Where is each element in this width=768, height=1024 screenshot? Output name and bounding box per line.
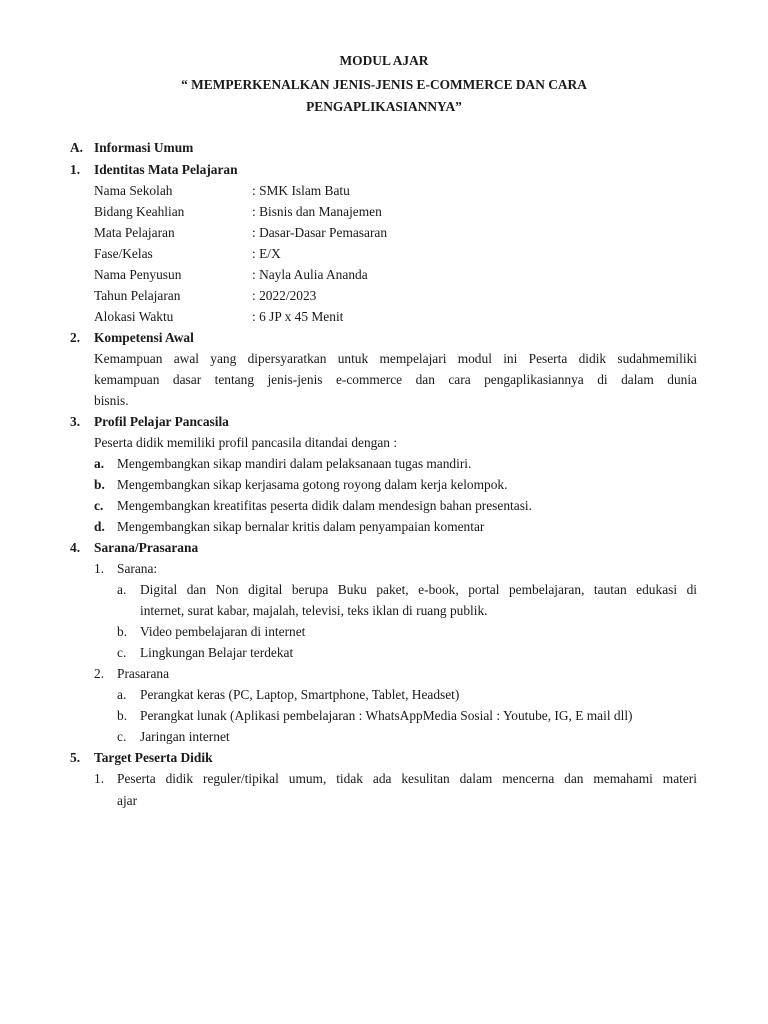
section-2-heading: Kompetensi Awal bbox=[94, 330, 194, 345]
section-a-marker: A. bbox=[70, 140, 84, 155]
paragraph-line: bisnis. bbox=[94, 393, 129, 408]
section-3-marker: 3. bbox=[70, 414, 81, 429]
identity-label: Nama Penyusun bbox=[94, 267, 182, 282]
list-marker: a. bbox=[117, 687, 127, 702]
sub-marker: 1. bbox=[94, 561, 105, 576]
list-item: Mengembangkan sikap mandiri dalam pelaksanaan tugas mandiri. bbox=[117, 456, 472, 471]
identity-value: : Nayla Aulia Ananda bbox=[252, 267, 368, 282]
paragraph-line: kemampuan dasar tentang jenis-jenis e-commerce dan cara pengaplikasiannya di dalam dunia bbox=[94, 372, 697, 387]
section-3-heading: Profil Pelajar Pancasila bbox=[94, 414, 229, 429]
identity-value: : E/X bbox=[252, 246, 281, 261]
list-item: Jaringan internet bbox=[140, 729, 230, 744]
identity-value: : 2022/2023 bbox=[252, 288, 317, 303]
paragraph-line: Kemampuan awal yang dipersyaratkan untuk mempelajari modul ini Peserta didik sudahmemiliki bbox=[94, 351, 697, 366]
list-item: Mengembangkan sikap bernalar kritis dalam penyampaian komentar bbox=[117, 519, 485, 534]
list-item: Perangkat keras (PC, Laptop, Smartphone, Tablet, Headset) bbox=[140, 687, 460, 702]
document-subtitle-line-2: PENGAPLIKASIANNYA” bbox=[306, 99, 462, 114]
list-item: Peserta didik reguler/tipikal umum, tidak ada kesulitan dalam mencerna dan memahami materi bbox=[117, 771, 697, 786]
list-marker: d. bbox=[94, 519, 105, 534]
identity-value: : Dasar-Dasar Pemasaran bbox=[252, 225, 388, 240]
identity-value: : 6 JP x 45 Menit bbox=[252, 309, 344, 324]
section-3-intro: Peserta didik memiliki profil pancasila ditandai dengan : bbox=[94, 435, 398, 450]
section-1-heading: Identitas Mata Pelajaran bbox=[94, 162, 238, 177]
list-item-continuation: ajar bbox=[117, 793, 138, 808]
list-item: Digital dan Non digital berupa Buku paket, e-book, portal pembelajaran, tautan edukasi di bbox=[140, 582, 697, 597]
list-item: Lingkungan Belajar terdekat bbox=[140, 645, 294, 660]
list-marker: a. bbox=[117, 582, 127, 597]
identity-label: Tahun Pelajaran bbox=[94, 288, 181, 303]
list-marker: b. bbox=[94, 477, 105, 492]
list-marker: c. bbox=[117, 729, 127, 744]
section-4-heading: Sarana/Prasarana bbox=[94, 540, 199, 555]
list-marker: b. bbox=[117, 624, 128, 639]
section-4-marker: 4. bbox=[70, 540, 81, 555]
identity-label: Bidang Keahlian bbox=[94, 204, 185, 219]
section-5-marker: 5. bbox=[70, 750, 81, 765]
prasarana-label: Prasarana bbox=[117, 666, 170, 681]
section-5-heading: Target Peserta Didik bbox=[94, 750, 213, 765]
list-marker: a. bbox=[94, 456, 105, 471]
section-a-heading: Informasi Umum bbox=[94, 140, 194, 155]
list-marker: c. bbox=[117, 645, 127, 660]
list-marker: 1. bbox=[94, 771, 105, 786]
sarana-label: Sarana: bbox=[117, 561, 158, 576]
list-marker: c. bbox=[94, 498, 104, 513]
list-item: Perangkat lunak (Aplikasi pembelajaran : WhatsAppMedia Sosial : Youtube, IG, E mail dll) bbox=[140, 708, 633, 723]
document-title: MODUL AJAR bbox=[339, 53, 429, 68]
identity-label: Alokasi Waktu bbox=[94, 309, 174, 324]
list-item: Mengembangkan sikap kerjasama gotong royong dalam kerja kelompok. bbox=[117, 477, 508, 492]
document-subtitle-line-1: “ MEMPERKENALKAN JENIS-JENIS E-COMMERCE DAN CARA bbox=[181, 77, 587, 92]
list-item-continuation: internet, surat kabar, majalah, televisi, teks iklan di ruang publik. bbox=[140, 603, 488, 618]
list-item: Video pembelajaran di internet bbox=[140, 624, 306, 639]
identity-label: Mata Pelajaran bbox=[94, 225, 175, 240]
identity-value: : SMK Islam Batu bbox=[252, 183, 350, 198]
sub-marker: 2. bbox=[94, 666, 105, 681]
identity-label: Fase/Kelas bbox=[94, 246, 153, 261]
section-2-marker: 2. bbox=[70, 330, 81, 345]
section-1-marker: 1. bbox=[70, 162, 81, 177]
identity-label: Nama Sekolah bbox=[94, 183, 173, 198]
identity-value: : Bisnis dan Manajemen bbox=[252, 204, 382, 219]
list-marker: b. bbox=[117, 708, 128, 723]
list-item: Mengembangkan kreatifitas peserta didik dalam mendesign bahan presentasi. bbox=[117, 498, 532, 513]
